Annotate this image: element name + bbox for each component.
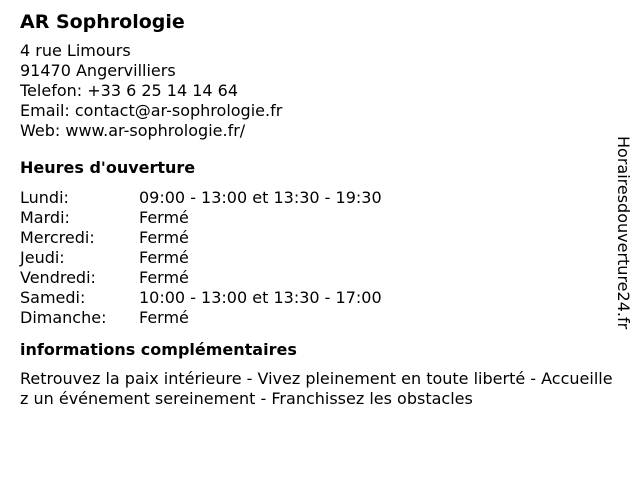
time-value: Fermé [139, 208, 189, 227]
day-label: Jeudi: [20, 248, 65, 267]
time-value: Fermé [139, 228, 189, 247]
email-address: Email: contact@ar-sophrologie.fr [20, 101, 283, 120]
hours-row-monday [20, 188, 620, 208]
hours-table [20, 188, 620, 328]
day-label: Mardi: [20, 208, 70, 227]
time-value: Fermé [139, 268, 189, 287]
day-label: Samedi: [20, 288, 86, 307]
site-watermark: Horairesdouverture24.fr [614, 136, 633, 330]
website-address: Web: www.ar-sophrologie.fr/ [20, 121, 246, 140]
contact-block [20, 41, 620, 141]
hours-row-thursday [20, 248, 620, 268]
day-label: Lundi: [20, 188, 69, 207]
day-label: Mercredi: [20, 228, 95, 247]
time-value: Fermé [139, 248, 189, 267]
hours-row-friday [20, 268, 620, 288]
phone-number: Telefon: +33 6 25 14 14 64 [20, 81, 239, 100]
hours-row-wednesday [20, 228, 620, 248]
day-label: Vendredi: [20, 268, 96, 287]
day-label: Dimanche: [20, 308, 107, 327]
street-address: 4 rue Limours [20, 41, 131, 60]
business-card [20, 10, 620, 409]
hours-heading: Heures d'ouverture [20, 158, 196, 177]
time-value: 09:00 - 13:00 et 13:30 - 19:30 [139, 188, 382, 207]
city-address: 91470 Angervilliers [20, 61, 176, 80]
hours-row-tuesday [20, 208, 620, 228]
info-heading: informations complémentaires [20, 340, 297, 359]
hours-row-sunday [20, 308, 620, 328]
business-name: AR Sophrologie [20, 11, 185, 33]
hours-row-saturday [20, 288, 620, 308]
time-value: Fermé [139, 308, 189, 327]
time-value: 10:00 - 13:00 et 13:30 - 17:00 [139, 288, 382, 307]
info-text: Retrouvez la paix intérieure - Vivez pleinement en toute liberté - Accueillez un événement sereinement - Franchissez les obstacles [20, 369, 613, 408]
